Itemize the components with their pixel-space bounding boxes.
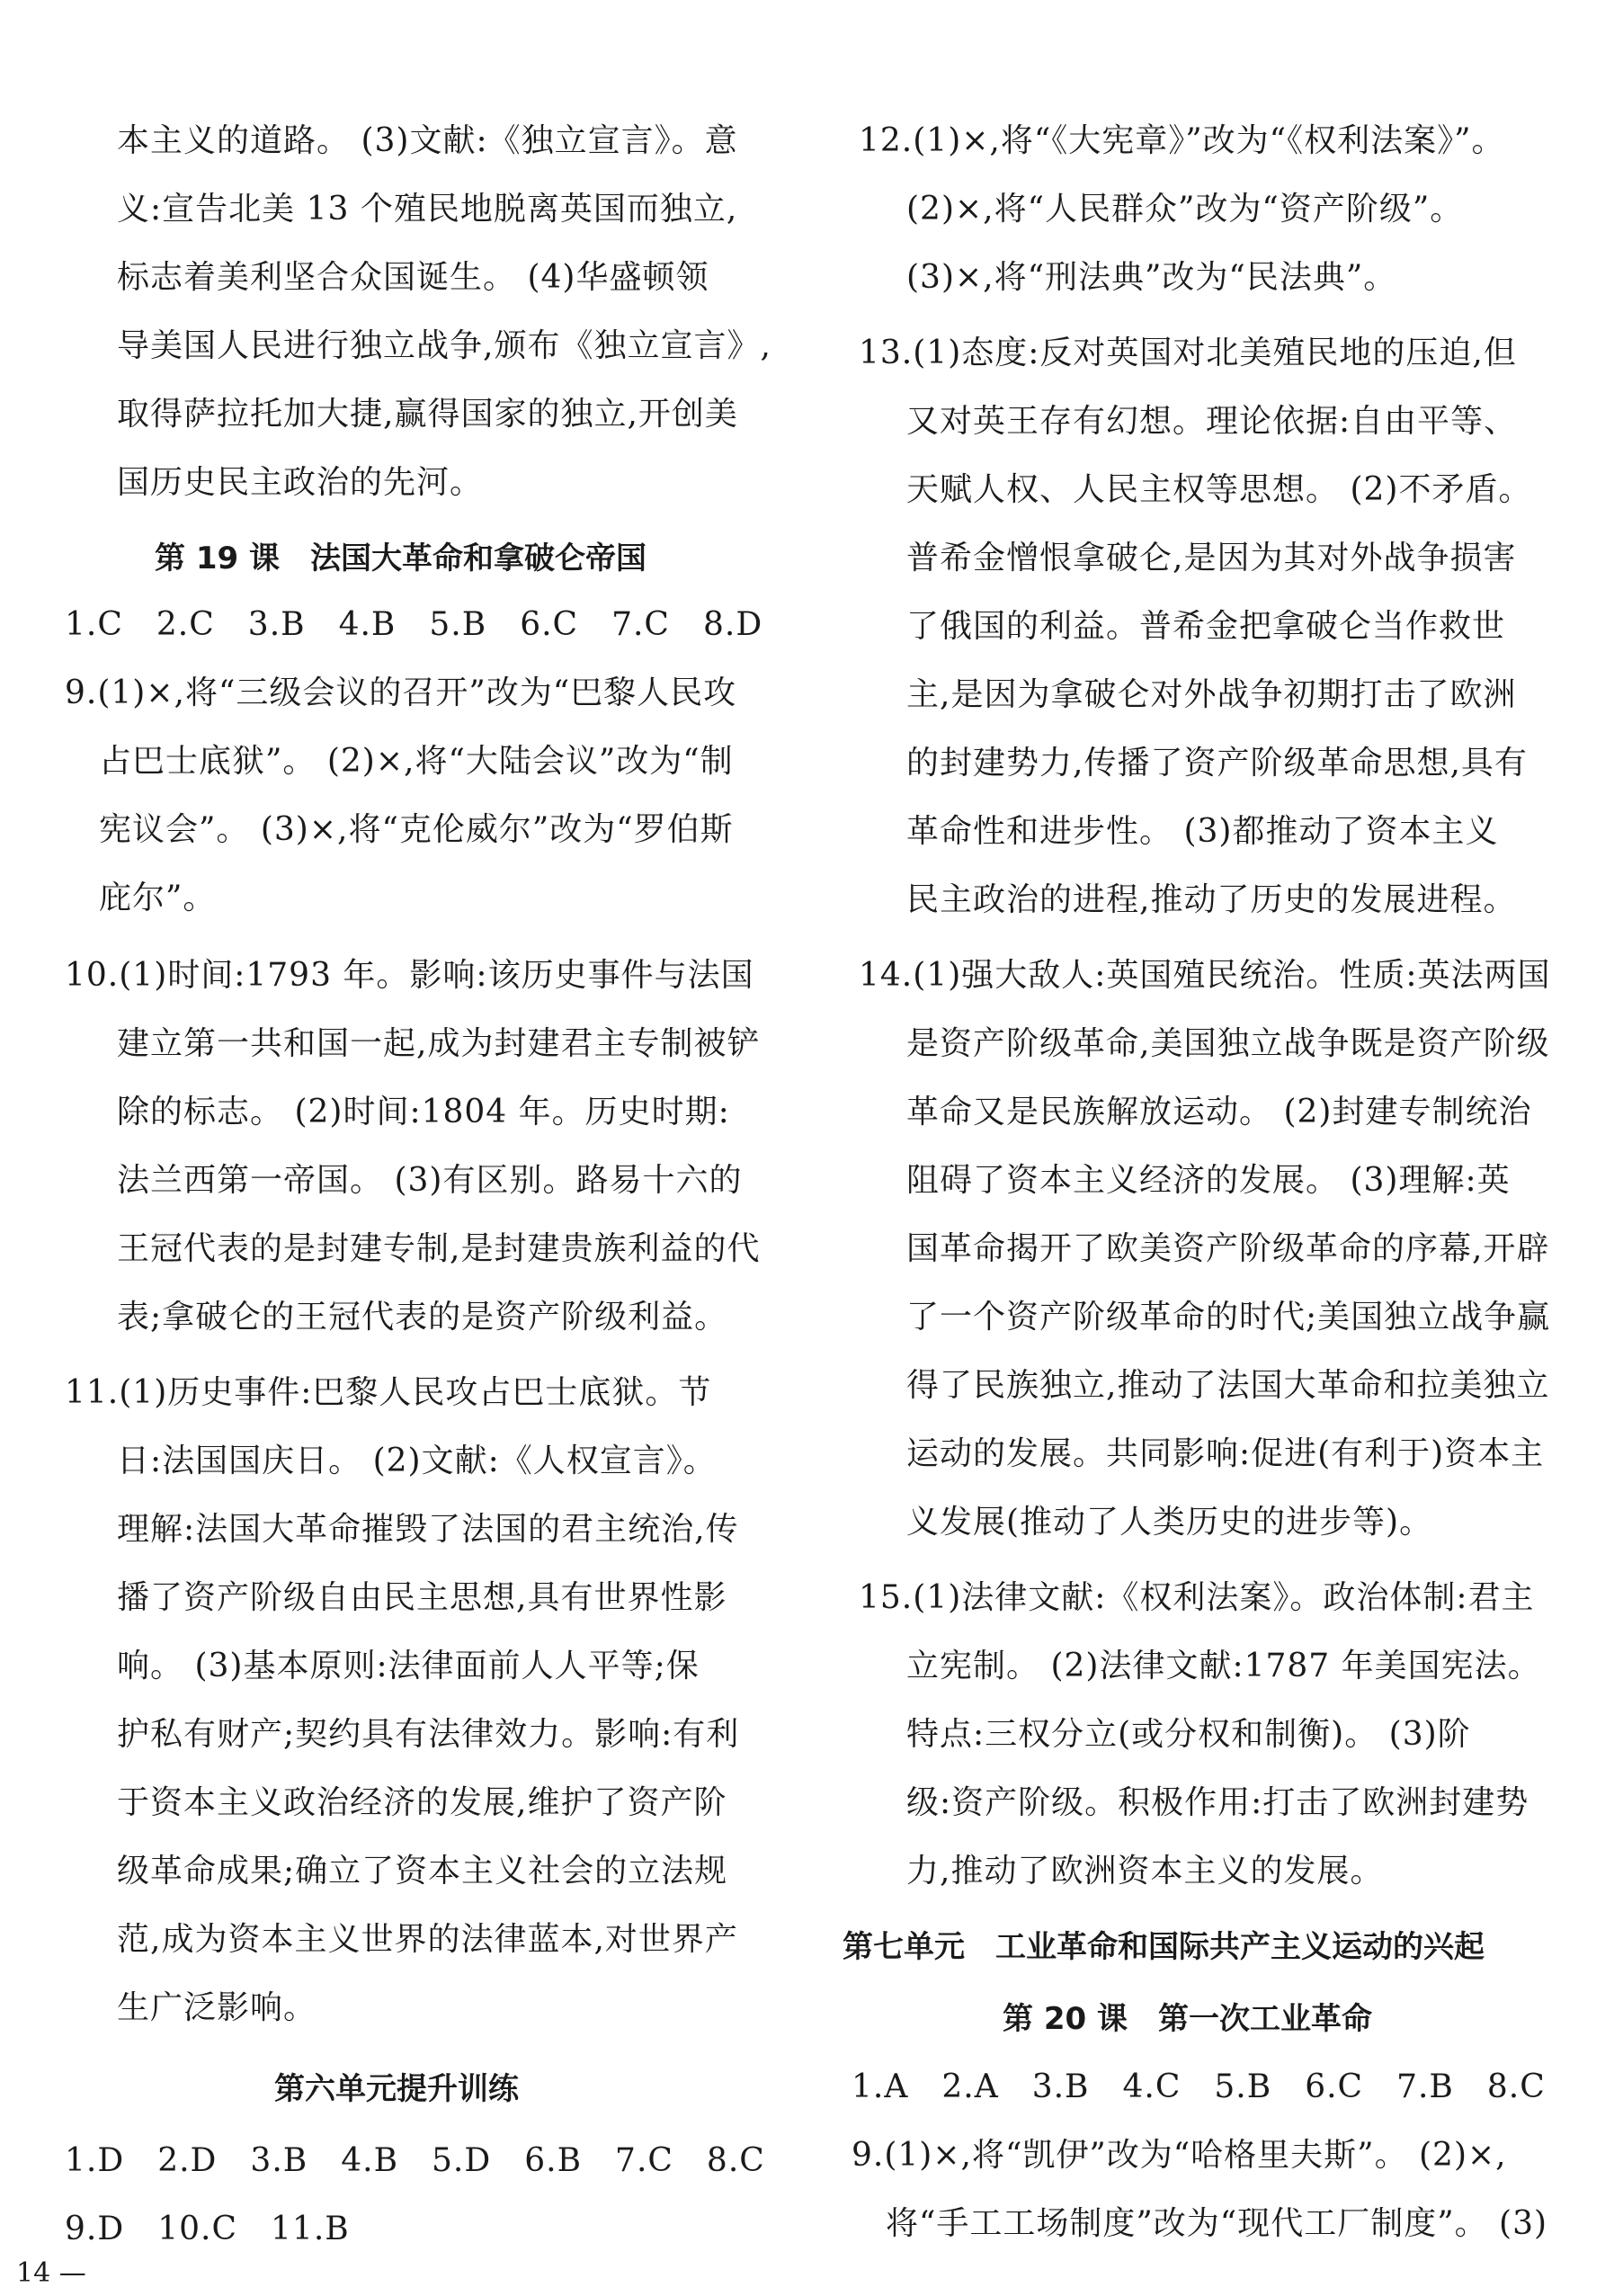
- answer-line: 1.A 2.A 3.B 4.C 5.B 6.C 7.B 8.C: [852, 2068, 1546, 2105]
- answer-line: 表;拿破仑的王冠代表的是资产阶级利益。: [117, 1299, 728, 1336]
- answer-line: 了俄国的利益。普希金把拿破仑当作救世: [906, 608, 1506, 645]
- answer-line: 生广泛影响。: [117, 1989, 317, 2026]
- answer-line: 国革命揭开了欧美资产阶级革命的序幕,开辟: [906, 1230, 1550, 1267]
- answer-line: (3)×,将“刑法典”改为“民法典”。: [906, 259, 1397, 296]
- answer-line: 主,是因为拿破仑对外战争初期打击了欧洲: [906, 676, 1517, 713]
- lesson-20-heading: 第 20 课 第一次工业革命: [1003, 2001, 1372, 2037]
- answer-line: 范,成为资本主义世界的法律蓝本,对世界产: [117, 1921, 738, 1958]
- answer-line: 9.D 10.C 11.B: [65, 2211, 350, 2247]
- text-line: 取得萨拉托加大捷,赢得国家的独立,开创美: [117, 396, 738, 433]
- answer-line: 护私有财产;契约具有法律效力。影响:有利: [117, 1716, 740, 1753]
- answer-line: 运动的发展。共同影响:促进(有利于)资本主: [906, 1435, 1545, 1472]
- answer-line: 阻碍了资本主义经济的发展。 (3)理解:英: [906, 1162, 1511, 1199]
- answer-line: 10.(1)时间:1793 年。影响:该历史事件与法国: [65, 957, 754, 994]
- answer-line: 力,推动了欧洲资本主义的发展。: [906, 1853, 1384, 1890]
- answer-line: 9.(1)×,将“凯伊”改为“哈格里夫斯”。 (2)×,: [852, 2137, 1507, 2174]
- answer-line: 11.(1)历史事件:巴黎人民攻占巴士底狱。节: [65, 1374, 712, 1411]
- answer-line: 响。 (3)基本原则:法律面前人人平等;保: [117, 1648, 700, 1684]
- text-line: 义:宣告北美 13 个殖民地脱离英国而独立,: [117, 191, 738, 228]
- answer-line: 日:法国国庆日。 (2)文献:《人权宣言》。: [117, 1443, 717, 1479]
- answer-line: 革命又是民族解放运动。 (2)封建专制统治: [906, 1094, 1532, 1130]
- answer-line: 又对英王存有幻想。理论依据:自由平等、: [906, 403, 1518, 440]
- answer-line: 级革命成果;确立了资本主义社会的立法规: [117, 1853, 728, 1890]
- text-line: 导美国人民进行独立战争,颁布《独立宣言》,: [117, 327, 771, 364]
- answer-line: 14.(1)强大敌人:英国殖民统治。性质:英法两国: [859, 957, 1551, 994]
- answer-line: 普希金憎恨拿破仑,是因为其对外战争损害: [906, 540, 1517, 576]
- answer-line: 法兰西第一帝国。 (3)有区别。路易十六的: [117, 1162, 743, 1199]
- answer-line: 于资本主义政治经济的发展,维护了资产阶: [117, 1784, 727, 1821]
- page-number: 14 —: [16, 2257, 86, 2289]
- answer-line: 级:资产阶级。积极作用:打击了欧洲封建势: [906, 1784, 1529, 1821]
- answer-line: 革命性和进步性。 (3)都推动了资本主义: [906, 813, 1499, 850]
- answer-line: 特点:三权分立(或分权和制衡)。 (3)阶: [906, 1716, 1471, 1753]
- answer-line: 义发展(推动了人类历史的进步等)。: [906, 1504, 1433, 1541]
- answer-line: 将“手工工场制度”改为“现代工厂制度”。 (3): [886, 2205, 1548, 2242]
- answer-line: 15.(1)法律文献:《权利法案》。政治体制:君主: [859, 1579, 1535, 1616]
- text-line: 本主义的道路。 (3)文献:《独立宣言》。意: [117, 122, 738, 159]
- unit-6-heading: 第六单元提升训练: [274, 2071, 519, 2107]
- text-line: 国历史民主政治的先河。: [117, 464, 484, 501]
- answer-line: 9.(1)×,将“三级会议的召开”改为“巴黎人民攻: [65, 675, 737, 711]
- answer-line: 除的标志。 (2)时间:1804 年。历史时期:: [117, 1094, 730, 1130]
- answer-line: 民主政治的进程,推动了历史的发展进程。: [906, 881, 1517, 918]
- answer-line: 立宪制。 (2)法律文献:1787 年美国宪法。: [906, 1648, 1541, 1684]
- answer-line: (2)×,将“人民群众”改为“资产阶级”。: [906, 191, 1464, 228]
- lesson-19-heading: 第 19 课 法国大革命和拿破仑帝国: [155, 540, 647, 576]
- answer-line: 13.(1)态度:反对英国对北美殖民地的压迫,但: [859, 335, 1517, 371]
- answer-line: 1.C 2.C 3.B 4.B 5.B 6.C 7.C 8.D: [65, 606, 763, 643]
- answer-line: 1.D 2.D 3.B 4.B 5.D 6.B 7.C 8.C: [65, 2142, 765, 2179]
- answer-line: 占巴士底狱”。 (2)×,将“大陆会议”改为“制: [99, 743, 734, 780]
- answer-line: 宪议会”。 (3)×,将“克伦威尔”改为“罗伯斯: [99, 811, 734, 848]
- answer-line: 是资产阶级革命,美国独立战争既是资产阶级: [906, 1025, 1550, 1062]
- answer-line: 播了资产阶级自由民主思想,具有世界性影: [117, 1579, 727, 1616]
- answer-line: 得了民族独立,推动了法国大革命和拉美独立: [906, 1367, 1550, 1404]
- answer-line: 王冠代表的是封建专制,是封建贵族利益的代: [117, 1230, 761, 1267]
- answer-line: 了一个资产阶级革命的时代;美国独立战争赢: [906, 1299, 1551, 1336]
- answer-line: 天赋人权、人民主权等思想。 (2)不矛盾。: [906, 471, 1532, 508]
- text-line: 标志着美利坚合众国诞生。 (4)华盛顿领: [117, 259, 709, 296]
- answer-line: 庇尔”。: [99, 880, 217, 916]
- answer-line: 理解:法国大革命摧毁了法国的君主统治,传: [117, 1511, 739, 1548]
- answer-line: 12.(1)×,将“《大宪章》”改为“《权利法案》”。: [859, 122, 1505, 159]
- answer-line: 的封建势力,传播了资产阶级革命思想,具有: [906, 745, 1528, 782]
- answer-line: 建立第一共和国一起,成为封建君主专制被铲: [117, 1025, 761, 1062]
- unit-7-heading: 第七单元 工业革命和国际共产主义运动的兴起: [843, 1929, 1485, 1965]
